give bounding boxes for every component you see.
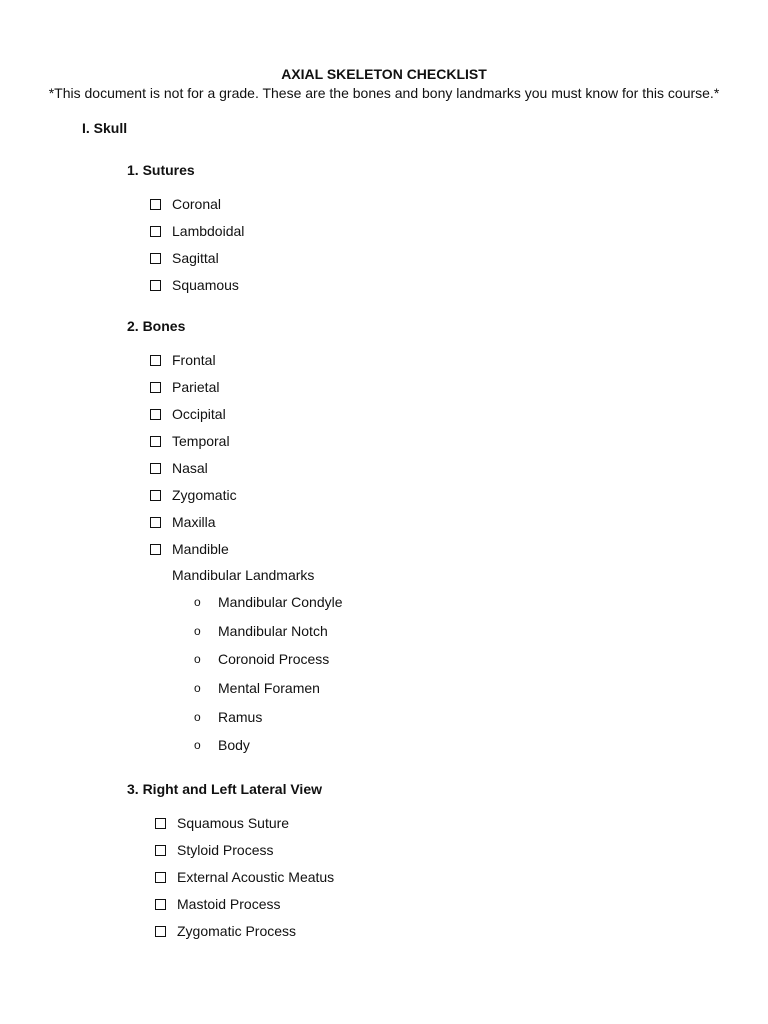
item-label: Temporal (172, 433, 230, 449)
item-label: Sagittal (172, 250, 219, 266)
checklist-item[interactable] (150, 541, 229, 557)
list-item (194, 594, 343, 610)
list-item (194, 651, 329, 667)
landmark-label: Mandibular Condyle (218, 594, 343, 610)
bullet-icon: o (194, 624, 201, 638)
item-label: Coronal (172, 196, 222, 212)
lateral-view-heading: 3. Right and Left Lateral View (127, 781, 323, 797)
checklist-item[interactable] (155, 842, 273, 858)
item-label: Styloid Process (177, 842, 274, 858)
checkbox-icon[interactable] (150, 253, 161, 264)
checklist-item[interactable] (150, 433, 230, 449)
item-label: Squamous Suture (177, 815, 290, 831)
checkbox-icon[interactable] (155, 899, 166, 910)
checkbox-icon[interactable] (150, 517, 161, 528)
checkbox-icon[interactable] (150, 226, 161, 237)
checkbox-icon[interactable] (155, 872, 166, 883)
landmark-label: Mental Foramen (218, 680, 320, 696)
item-label: Parietal (172, 379, 220, 395)
checklist-item[interactable] (150, 223, 244, 239)
checklist-item[interactable] (155, 896, 280, 912)
mandibular-landmarks-heading: Mandibular Landmarks (172, 567, 315, 583)
landmark-label: Mandibular Notch (218, 623, 328, 639)
list-item (194, 623, 328, 639)
checkbox-icon[interactable] (155, 926, 166, 937)
checklist-item[interactable] (150, 352, 216, 368)
checkbox-icon[interactable] (150, 280, 161, 291)
item-label: Zygomatic (172, 487, 237, 503)
bones-heading: 2. Bones (127, 318, 186, 334)
landmark-label: Ramus (218, 709, 263, 725)
checklist-item[interactable] (150, 487, 237, 503)
item-label: Maxilla (172, 514, 216, 530)
checklist-item[interactable] (150, 277, 239, 293)
list-item (194, 709, 262, 725)
item-label: Frontal (172, 352, 216, 368)
checkbox-icon[interactable] (150, 463, 161, 474)
document-title: AXIAL SKELETON CHECKLIST (281, 66, 487, 82)
landmark-label: Body (218, 737, 250, 753)
checkbox-icon[interactable] (150, 409, 161, 420)
document-subtitle: *This document is not for a grade. These are the bones and bony landmarks you must know for this course.* (48, 85, 720, 101)
checkbox-icon[interactable] (155, 845, 166, 856)
item-label: Zygomatic Process (177, 923, 297, 939)
checklist-item[interactable] (155, 869, 334, 885)
checklist-item[interactable] (150, 406, 226, 422)
checkbox-icon[interactable] (150, 382, 161, 393)
bullet-icon: o (194, 595, 201, 609)
bullet-icon: o (194, 738, 201, 752)
checkbox-icon[interactable] (155, 818, 166, 829)
section-heading: I. Skull (82, 120, 128, 136)
checkbox-icon[interactable] (150, 544, 161, 555)
bullet-icon: o (194, 681, 201, 695)
item-label: Lambdoidal (172, 223, 245, 239)
item-label: External Acoustic Meatus (177, 869, 335, 885)
bullet-icon: o (194, 710, 201, 724)
bullet-icon: o (194, 652, 201, 666)
checklist-item[interactable] (150, 514, 216, 530)
checkbox-icon[interactable] (150, 199, 161, 210)
checklist-item[interactable] (150, 460, 208, 476)
checklist-item[interactable] (150, 250, 219, 266)
checklist-item[interactable] (155, 923, 296, 939)
item-label: Nasal (172, 460, 208, 476)
list-item (194, 737, 250, 753)
checklist-item[interactable] (150, 196, 221, 212)
item-label: Mastoid Process (177, 896, 281, 912)
item-label: Mandible (172, 541, 229, 557)
sutures-heading: 1. Sutures (127, 162, 195, 178)
checklist-item[interactable] (155, 815, 289, 831)
checkbox-icon[interactable] (150, 436, 161, 447)
list-item (194, 680, 320, 696)
item-label: Squamous (172, 277, 239, 293)
checkbox-icon[interactable] (150, 355, 161, 366)
item-label: Occipital (172, 406, 226, 422)
checklist-item[interactable] (150, 379, 219, 395)
checkbox-icon[interactable] (150, 490, 161, 501)
landmark-label: Coronoid Process (218, 651, 330, 667)
